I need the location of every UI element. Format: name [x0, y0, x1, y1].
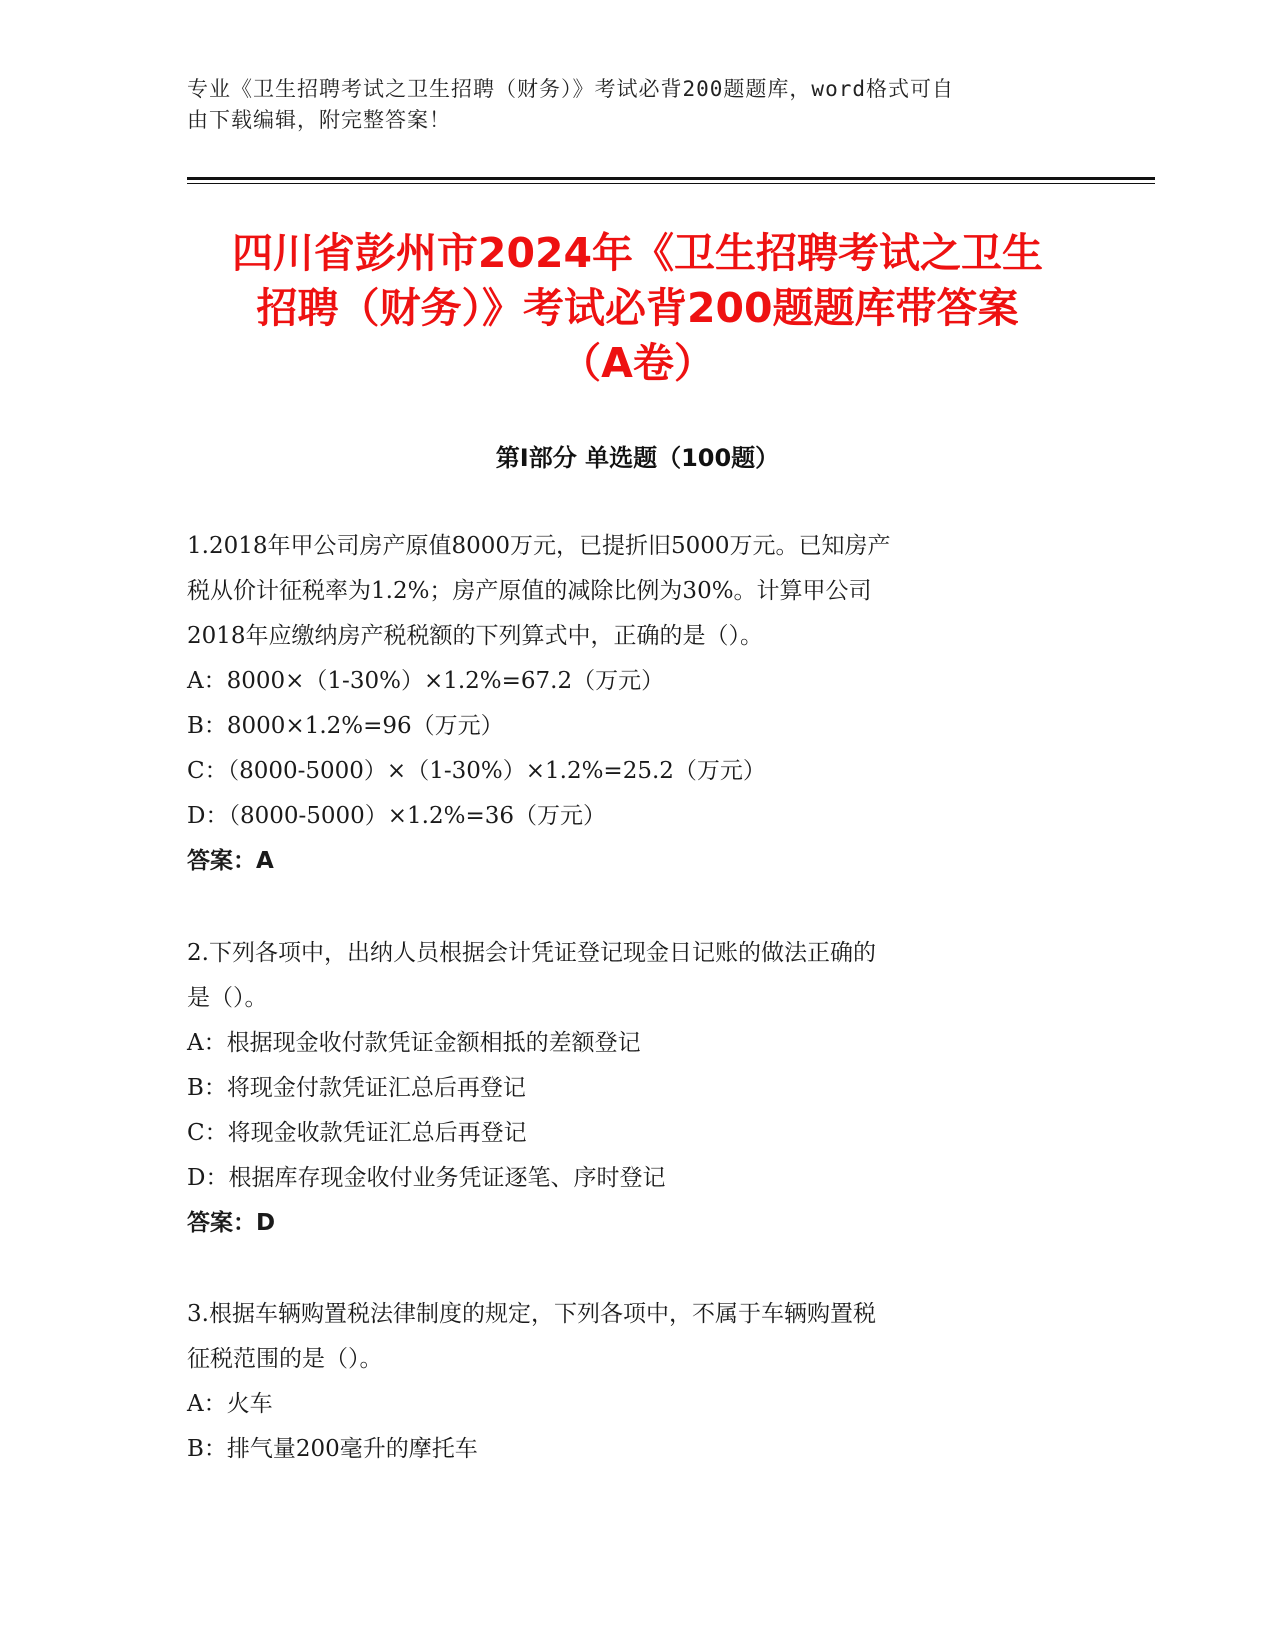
option-a: A：火车 [187, 1391, 273, 1417]
header-note [187, 74, 1067, 136]
header-note-line: 由下载编辑，附完整答案！ [187, 108, 451, 132]
option-b: B：排气量200毫升的摩托车 [187, 1436, 478, 1462]
question-text: 是（）。 [187, 985, 268, 1011]
question-text: 征税范围的是（）。 [187, 1346, 383, 1372]
title-line: 招聘（财务）》考试必背200题题库带答案 [256, 284, 1019, 332]
title-line: （A卷） [560, 339, 715, 387]
header-divider-thin [187, 183, 1155, 184]
question-3 [187, 1292, 1067, 1472]
answer: 答案：A [187, 848, 274, 874]
answer: 答案：D [187, 1210, 276, 1236]
header-note-line: 专业《卫生招聘考试之卫生招聘（财务）》考试必背200题题库，word格式可自 [187, 77, 954, 101]
option-d: D：（8000-5000）×1.2%=36（万元） [187, 803, 607, 829]
document-title [150, 226, 1125, 391]
question-text: 3.根据车辆购置税法律制度的规定，下列各项中，不属于车辆购置税 [187, 1301, 876, 1327]
title-line: 四川省彭州市2024年《卫生招聘考试之卫生 [231, 229, 1044, 277]
option-a: A：8000×（1-30%）×1.2%=67.2（万元） [187, 668, 665, 694]
question-2 [187, 931, 1067, 1246]
option-b: B：8000×1.2%=96（万元） [187, 713, 504, 739]
question-1 [187, 524, 1067, 884]
option-c: C：将现金收款凭证汇总后再登记 [187, 1120, 527, 1146]
option-d: D：根据库存现金收付业务凭证逐笔、序时登记 [187, 1165, 666, 1191]
question-text: 2.下列各项中，出纳人员根据会计凭证登记现金日记账的做法正确的 [187, 940, 876, 966]
question-text: 税从价计征税率为1.2%；房产原值的减除比例为30%。计算甲公司 [187, 578, 872, 604]
option-b: B：将现金付款凭证汇总后再登记 [187, 1075, 526, 1101]
option-a: A：根据现金收付款凭证金额相抵的差额登记 [187, 1030, 641, 1056]
header-divider-thick [187, 177, 1155, 180]
option-c: C：（8000-5000）×（1-30%）×1.2%=25.2（万元） [187, 758, 766, 784]
question-text: 2018年应缴纳房产税税额的下列算式中，正确的是（）。 [187, 623, 764, 649]
question-text: 1.2018年甲公司房产原值8000万元，已提折旧5000万元。已知房产 [187, 533, 891, 559]
section-heading: 第I部分 单选题（100题） [495, 444, 780, 472]
